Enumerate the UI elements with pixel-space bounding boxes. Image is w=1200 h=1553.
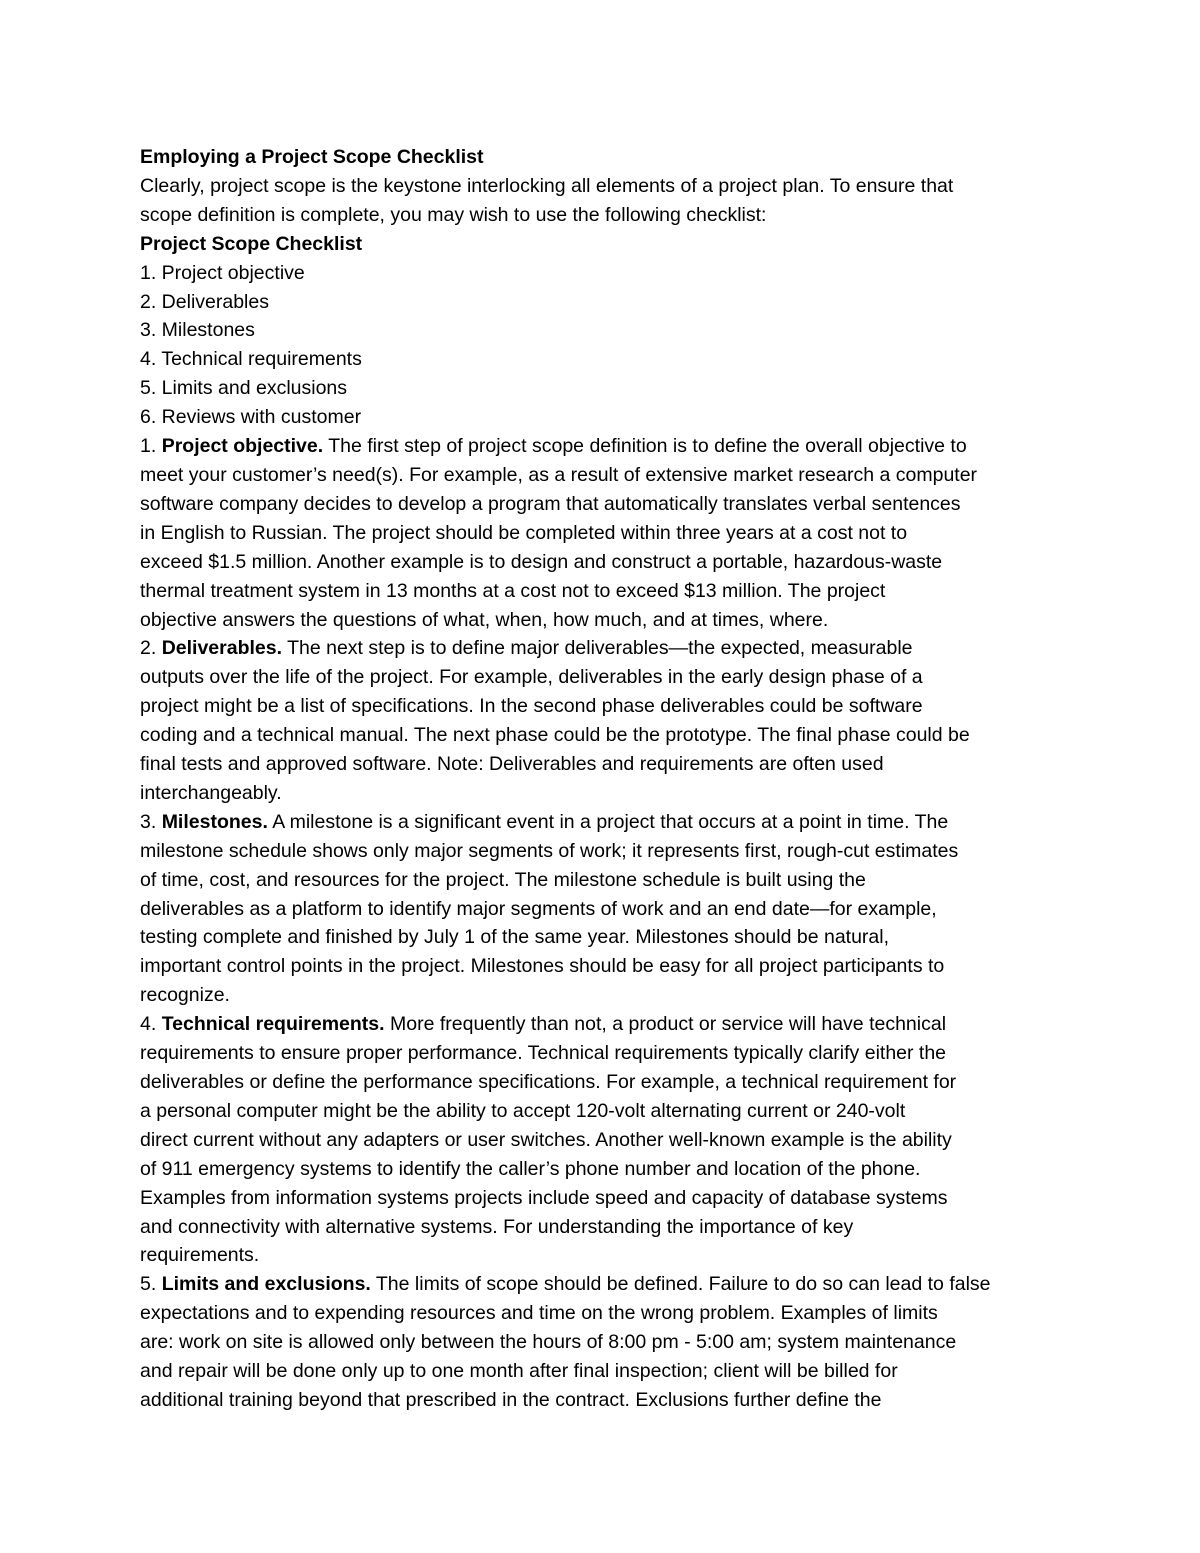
checklist-item: 3. Milestones xyxy=(140,319,255,342)
section-milestones xyxy=(140,808,1080,1010)
section-project-objective xyxy=(140,432,1080,634)
section-term: Deliverables. xyxy=(161,637,283,660)
section-line: expectations and to expending resources and time on the wrong problem. Examples of limits xyxy=(140,1302,938,1325)
section-line: deliverables as a platform to identify major segments of work and an end date—for example, xyxy=(140,897,937,920)
section-term: Technical requirements. xyxy=(161,1013,385,1036)
section-term: Project objective. xyxy=(161,435,324,458)
section-number: 3. xyxy=(140,810,162,833)
section-line: Examples from information systems projects include speed and capacity of database systems xyxy=(140,1186,948,1209)
section-first-line xyxy=(140,432,1080,461)
section-text: A milestone is a significant event in a project that occurs at a point in time. The xyxy=(267,810,949,833)
section-line: thermal treatment system in 13 months at a cost not to exceed $13 million. The project xyxy=(140,579,886,602)
section-number: 2. xyxy=(140,637,162,660)
section-technical-requirements xyxy=(140,1010,1080,1270)
section-line: interchangeably. xyxy=(140,781,282,804)
section-term: Limits and exclusions. xyxy=(161,1273,371,1296)
section-line: of time, cost, and resources for the project. The milestone schedule is built using the xyxy=(140,868,866,891)
section-line: software company decides to develop a program that automatically translates verbal sentences xyxy=(140,492,961,515)
checklist-item: 6. Reviews with customer xyxy=(140,406,362,429)
section-number: 5. xyxy=(140,1273,162,1296)
section-limits-and-exclusions xyxy=(140,1270,1080,1415)
section-line: testing complete and finished by July 1 of the same year. Milestones should be natural, xyxy=(140,926,890,949)
intro-line: scope definition is complete, you may wish to use the following checklist: xyxy=(140,203,767,226)
section-line: meet your customer’s need(s). For example, as a result of extensive market research a computer xyxy=(140,463,978,486)
section-line: recognize. xyxy=(140,984,230,1007)
section-first-line xyxy=(140,634,1080,663)
section-line: direct current without any adapters or user switches. Another well-known example is the ability xyxy=(140,1128,952,1151)
section-line: in English to Russian. The project should be completed within three years at a cost not to xyxy=(140,521,908,544)
checklist-heading: Project Scope Checklist xyxy=(140,232,363,255)
section-line: additional training beyond that prescribed in the contract. Exclusions further define the xyxy=(140,1388,882,1411)
section-term: Milestones. xyxy=(161,810,268,833)
section-line: and connectivity with alternative systems. For understanding the importance of key xyxy=(140,1215,854,1238)
section-line: outputs over the life of the project. For example, deliverables in the early design phase of a xyxy=(140,666,923,689)
section-line: and repair will be done only up to one month after final inspection; client will be billed for xyxy=(140,1360,898,1383)
document-page xyxy=(140,143,1080,1415)
section-line: important control points in the project. Milestones should be easy for all project participants to xyxy=(140,955,945,978)
section-line: a personal computer might be the ability to accept 120-volt alternating current or 240-volt xyxy=(140,1099,906,1122)
section-number: 1. xyxy=(140,435,162,458)
section-text: More frequently than not, a product or service will have technical xyxy=(384,1013,947,1036)
section-line: final tests and approved software. Note: Deliverables and requirements are often used xyxy=(140,753,884,776)
section-text: The limits of scope should be defined. Failure to do so can lead to false xyxy=(370,1273,991,1296)
section-line: milestone schedule shows only major segments of work; it represents first, rough-cut estimates xyxy=(140,839,959,862)
section-line: project might be a list of specifications. In the second phase deliverables could be software xyxy=(140,695,923,718)
section-deliverables xyxy=(140,634,1080,807)
section-first-line xyxy=(140,1010,1080,1039)
checklist-item: 5. Limits and exclusions xyxy=(140,377,348,400)
section-text: The next step is to define major deliverables—the expected, measurable xyxy=(282,637,913,660)
section-line: objective answers the questions of what, when, how much, and at times, where. xyxy=(140,608,829,631)
section-line: requirements to ensure proper performance. Technical requirements typically clarify either the xyxy=(140,1042,947,1065)
checklist-item: 1. Project objective xyxy=(140,261,305,284)
section-line: of 911 emergency systems to identify the caller’s phone number and location of the phone. xyxy=(140,1157,921,1180)
section-first-line xyxy=(140,1270,1080,1299)
intro-line: Clearly, project scope is the keystone interlocking all elements of a project plan. To ensure that xyxy=(140,174,954,197)
section-number: 4. xyxy=(140,1013,162,1036)
section-line: requirements. xyxy=(140,1244,260,1267)
section-line: deliverables or define the performance specifications. For example, a technical requirement for xyxy=(140,1071,957,1093)
section-text: The first step of project scope definition is to define the overall objective to xyxy=(323,435,967,458)
section-line: coding and a technical manual. The next phase could be the prototype. The final phase could be xyxy=(140,724,970,747)
section-line: exceed $1.5 million. Another example is to design and construct a portable, hazardous-waste xyxy=(140,550,943,573)
checklist-item: 2. Deliverables xyxy=(140,290,269,313)
document-title: Employing a Project Scope Checklist xyxy=(140,146,484,168)
checklist-item: 4. Technical requirements xyxy=(140,348,362,371)
section-first-line xyxy=(140,808,1080,837)
section-line: are: work on site is allowed only between the hours of 8:00 pm - 5:00 am; system maintenance xyxy=(140,1331,957,1354)
